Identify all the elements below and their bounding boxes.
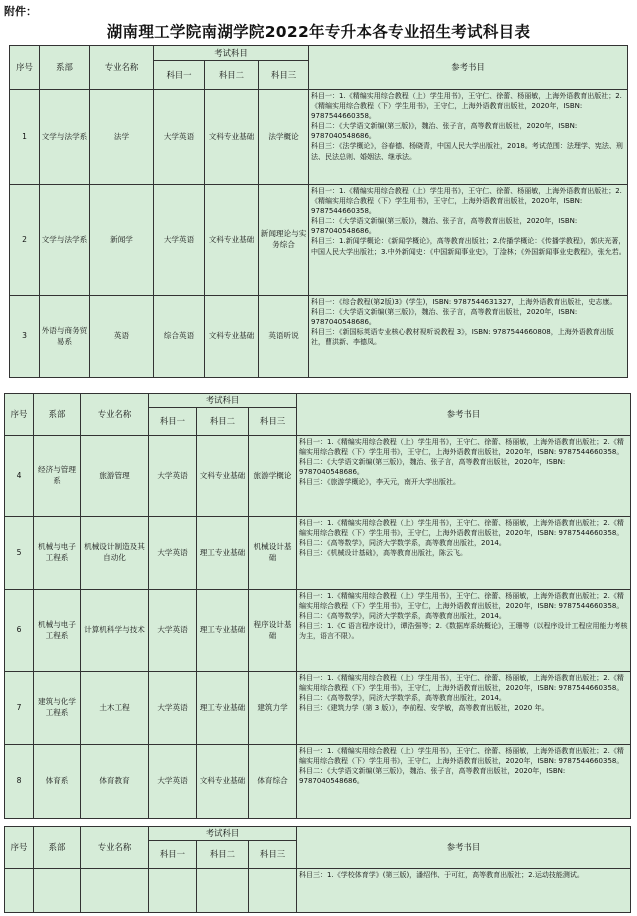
row-major-cell (81, 869, 149, 913)
row-subject2-cell: 理工专业基础 (197, 590, 249, 672)
row-dept-cell: 外语与商务贸易系 (40, 296, 90, 378)
row-subject1-cell: 大学英语 (149, 517, 197, 590)
row-major-cell: 法学 (90, 90, 154, 185)
header-seq: 序号 (5, 827, 34, 869)
table-row (5, 517, 631, 590)
header-dept: 系部 (34, 394, 81, 436)
header-reference: 参考书目 (297, 394, 631, 436)
row-subject3-cell (249, 869, 297, 913)
row-subject2-cell: 文科专业基础 (197, 436, 249, 517)
table-row (10, 185, 628, 296)
table-row (5, 672, 631, 745)
table-row (5, 590, 631, 672)
subject-table-2 (4, 393, 631, 819)
row-seq-cell: 6 (5, 590, 34, 672)
row-reference-cell: 科目一：1.《精编实用综合教程（上）学生用书》，王守仁、徐蕾、杨丽敏，上海外语教育出版社；2.《精编实用综合教程（下）学生用书》，王守仁，上海外语教育出版社，2020年，ISBN: 9787544660358。 科目二：《高等数学》，同济大学数学系，高等教育出版社，2014。 科目三：1.《C 语言程序设计》，谭浩强等；2.《数据库系统概论》，王珊等（以程序设计工程应用能力考核为主，语言不限）。 (297, 590, 631, 672)
row-seq-cell: 2 (10, 185, 40, 296)
row-subject1-cell: 大学英语 (149, 436, 197, 517)
row-major-cell: 体育教育 (81, 745, 149, 819)
row-subject3-cell: 体育综合 (249, 745, 297, 819)
row-reference-cell: 科目一：1.《精编实用综合教程（上）学生用书》，王守仁、徐蕾、杨丽敏，上海外语教育出版社；2.《精编实用综合教程（下）学生用书》，王守仁，上海外语教育出版社，2020年，ISBN: 9787544660358。 科目二：《大学语文新编(第三版)》，魏治、张子言，高等教育出版社，2020年，ISBN: 9787040548686。 科目三：《旅游学概论》，李天元，南开大学出版社。 (297, 436, 631, 517)
header-subject3: 科目三 (249, 841, 297, 869)
table-row (10, 296, 628, 378)
row-subject2-cell (197, 869, 249, 913)
header-seq: 序号 (10, 46, 40, 90)
row-subject3-cell: 机械设计基础 (249, 517, 297, 590)
row-subject3-cell: 程序设计基础 (249, 590, 297, 672)
row-subject1-cell: 大学英语 (149, 590, 197, 672)
table-row (5, 436, 631, 517)
subject-table-1 (9, 45, 628, 378)
header-exam-subjects: 考试科目 (154, 46, 309, 61)
row-reference-cell: 科目一：1.《精编实用综合教程（上）学生用书》，王守仁、徐蕾、杨丽敏，上海外语教育出版社；2.《精编实用综合教程（下）学生用书》，王守仁，上海外语教育出版社，2020年，ISBN: 9787544660358。 科目二：《大学语文新编(第三版)》，魏治、张子言，高等教育出版社，2020年，ISBN: 9787040548686。 科目三：1.新闻学概论：《新闻学概论》，高等教育出版社；2.传播学概论：《传播学教程》，郭庆光著，中国人民大学出版社；3.中外新闻史：《中国新闻事业史》，丁淦林；《外国新闻事业史教程》，张允若。 (309, 185, 628, 296)
row-major-cell: 新闻学 (90, 185, 154, 296)
row-subject1-cell (149, 869, 197, 913)
header-subject1: 科目一 (149, 841, 197, 869)
header-subject2: 科目二 (205, 61, 259, 90)
table-row (5, 869, 631, 913)
header-subject2: 科目二 (197, 408, 249, 436)
row-dept-cell: 机械与电子工程系 (34, 590, 81, 672)
row-dept-cell: 经济与管理系 (34, 436, 81, 517)
header-subject3: 科目三 (249, 408, 297, 436)
row-seq-cell: 7 (5, 672, 34, 745)
row-major-cell: 机械设计制造及其自动化 (81, 517, 149, 590)
header-dept: 系部 (34, 827, 81, 869)
row-reference-cell: 科目一：1.《精编实用综合教程（上）学生用书》，王守仁、徐蕾、杨丽敏，上海外语教育出版社；2.《精编实用综合教程（下）学生用书》，王守仁，上海外语教育出版社，2020年，ISBN: 9787544660358。 科目二：《高等数学》，同济大学数学系，高等教育出版社，2014。 科目三：《机械设计基础》，高等教育出版社，陈云飞。 (297, 517, 631, 590)
row-subject3-cell: 建筑力学 (249, 672, 297, 745)
row-major-cell: 土木工程 (81, 672, 149, 745)
row-reference-cell: 科目一：1.《精编实用综合教程（上）学生用书》，王守仁、徐蕾、杨丽敏，上海外语教育出版社；2.《精编实用综合教程（下）学生用书》，王守仁，上海外语教育出版社，2020年，ISBN: 9787544660358。 科目二：《高等数学》，同济大学数学系，高等教育出版社，2014。 科目三：《建筑力学（第 3 版）》，李前程、安学敏，高等教育出版社，2020 年。 (297, 672, 631, 745)
row-subject2-cell: 文科专业基础 (205, 296, 259, 378)
header-exam-subjects: 考试科目 (149, 394, 297, 408)
row-seq-cell: 4 (5, 436, 34, 517)
header-subject1: 科目一 (149, 408, 197, 436)
row-seq-cell: 5 (5, 517, 34, 590)
row-subject3-cell: 新闻理论与实务综合 (259, 185, 309, 296)
row-subject1-cell: 大学英语 (154, 90, 205, 185)
row-subject1-cell: 大学英语 (149, 672, 197, 745)
row-subject2-cell: 理工专业基础 (197, 672, 249, 745)
row-subject2-cell: 理工专业基础 (197, 517, 249, 590)
row-seq-cell (5, 869, 34, 913)
row-subject2-cell: 文科专业基础 (205, 185, 259, 296)
row-subject3-cell: 英语听说 (259, 296, 309, 378)
attachment-label: 附件： (4, 5, 37, 18)
row-subject1-cell: 大学英语 (154, 185, 205, 296)
row-reference-cell: 科目一：1.《精编实用综合教程（上）学生用书》，王守仁、徐蕾、杨丽敏，上海外语教育出版社；2.《精编实用综合教程（下）学生用书》，王守仁，上海外语教育出版社，2020年，ISBN: 9787544660358。 科目二：《大学语文新编(第三版)》，魏治、张子言，高等教育出版社，2020年，ISBN: 9787040548686。 (297, 745, 631, 819)
header-subject3: 科目三 (259, 61, 309, 90)
row-reference-cell: 科目三：1.《学校体育学》(第三版)，潘绍伟、于可红，高等教育出版社；2.运动技能测试。 (297, 869, 631, 913)
page-gap (0, 378, 637, 390)
row-subject1-cell: 综合英语 (154, 296, 205, 378)
row-subject2-cell: 文科专业基础 (197, 745, 249, 819)
row-major-cell: 英语 (90, 296, 154, 378)
table-row (5, 745, 631, 819)
row-seq-cell: 8 (5, 745, 34, 819)
row-dept-cell: 建筑与化学工程系 (34, 672, 81, 745)
header-exam-subjects: 考试科目 (149, 827, 297, 841)
header-major: 专业名称 (81, 394, 149, 436)
row-major-cell: 计算机科学与技术 (81, 590, 149, 672)
row-reference-cell: 科目一：《综合教程(第2版)3》(学生)，ISBN: 9787544631327，上海外语教育出版社，史志康。 科目二：《大学语文新编(第三版)》，魏治、张子言，高等教育出版社，2020年，ISBN: 9787040548686。 科目三：《新国标英语专业核心教材视听说教程 3》，ISBN: 9787544660808，上海外语教育出版社，曹洪新、李德凤。 (309, 296, 628, 378)
subject-table-3 (4, 826, 631, 913)
row-reference-cell: 科目一：1.《精编实用综合教程（上）学生用书》，王守仁、徐蕾、杨丽敏，上海外语教育出版社；2.《精编实用综合教程（下）学生用书》，王守仁，上海外语教育出版社，2020年，ISBN: 9787544660358。 科目二：《大学语文新编(第三版)》，魏治、张子言，高等教育出版社，2020年，ISBN: 9787040548686。 科目三：《法学概论》，谷春德、杨晓青，中国人民大学出版社，2018。考试范围：法理学、宪法、刑法、民法总则、婚姻法、继承法。 (309, 90, 628, 185)
header-major: 专业名称 (81, 827, 149, 869)
header-reference: 参考书目 (309, 46, 628, 90)
header-seq: 序号 (5, 394, 34, 436)
header-reference: 参考书目 (297, 827, 631, 869)
row-dept-cell: 文学与法学系 (40, 90, 90, 185)
header-dept: 系部 (40, 46, 90, 90)
row-dept-cell: 机械与电子工程系 (34, 517, 81, 590)
row-dept-cell: 体育系 (34, 745, 81, 819)
row-seq-cell: 1 (10, 90, 40, 185)
header-major: 专业名称 (90, 46, 154, 90)
table-row (10, 90, 628, 185)
header-subject1: 科目一 (154, 61, 205, 90)
row-subject2-cell: 文科专业基础 (205, 90, 259, 185)
row-dept-cell: 文学与法学系 (40, 185, 90, 296)
page-title: 湖南理工学院南湖学院2022年专升本各专业招生考试科目表 (106, 23, 531, 41)
row-subject3-cell: 旅游学概论 (249, 436, 297, 517)
row-seq-cell: 3 (10, 296, 40, 378)
row-subject3-cell: 法学概论 (259, 90, 309, 185)
header-subject2: 科目二 (197, 841, 249, 869)
row-major-cell: 旅游管理 (81, 436, 149, 517)
row-subject1-cell: 大学英语 (149, 745, 197, 819)
row-dept-cell (34, 869, 81, 913)
